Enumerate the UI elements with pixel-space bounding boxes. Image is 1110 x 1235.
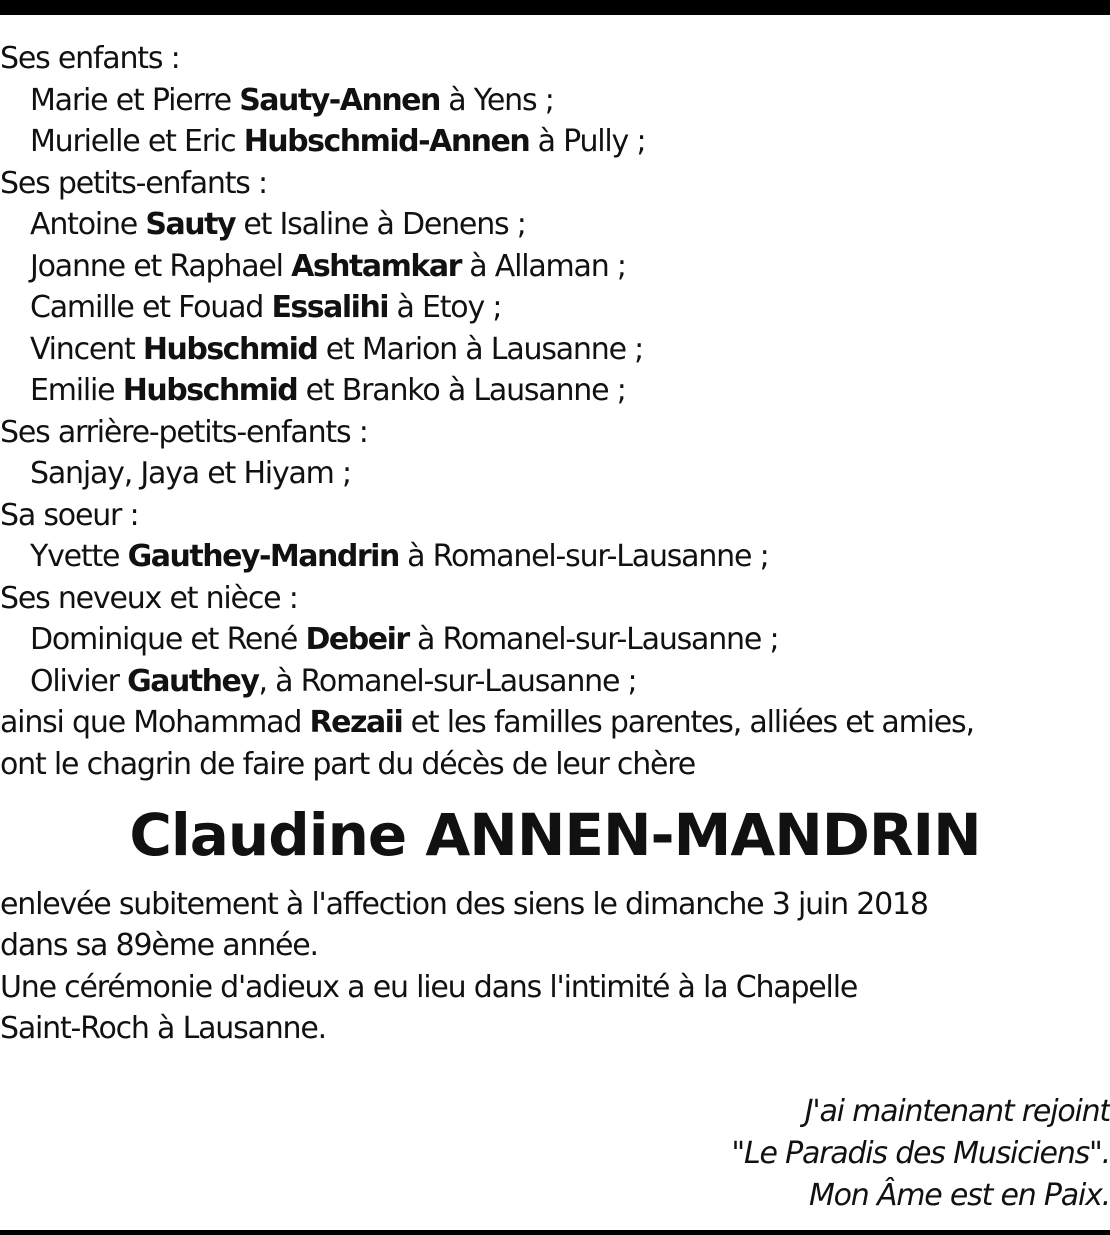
- announcement-line: Une cérémonie d'adieux a eu lieu dans l'intimité à la Chapelle: [0, 969, 858, 1005]
- line-text: à Etoy ;: [388, 290, 502, 325]
- line-text: Ses neveux et nièce :: [0, 580, 298, 616]
- line-text: Emilie: [30, 373, 123, 408]
- line-text: Antoine: [30, 207, 146, 242]
- line-text: à Yens ;: [439, 82, 554, 118]
- line-text: Marie et Pierre: [30, 82, 240, 118]
- family-surname: Rezaii: [309, 705, 403, 740]
- family-member-line: [0, 287, 1110, 329]
- family-member-line: [0, 536, 1110, 578]
- line-text: Sa soeur :: [0, 497, 139, 533]
- family-member-line: [0, 329, 1110, 371]
- quote-line: Mon Âme est en Paix.: [808, 1178, 1110, 1213]
- family-member-line: [0, 661, 1110, 703]
- line-text: Ses arrière-petits-enfants :: [0, 414, 368, 450]
- line-text: Ses enfants :: [0, 41, 180, 76]
- announcement-text: [0, 884, 1110, 1049]
- family-member-line: [0, 453, 1110, 495]
- family-member-line: [0, 80, 1110, 122]
- line-text: et Marion à Lausanne ;: [317, 331, 644, 367]
- family-group-heading: [0, 412, 1110, 454]
- line-text: Camille et Fouad: [30, 290, 272, 325]
- family-member-line: [0, 619, 1110, 661]
- line-text: Olivier: [30, 663, 128, 699]
- top-rule: [0, 0, 1110, 15]
- family-surname: Ashtamkar: [291, 248, 461, 284]
- family-surname: Hubschmid: [122, 373, 298, 408]
- deceased-name: Claudine ANNEN-MANDRIN: [129, 801, 981, 869]
- line-text: Murielle et Eric: [30, 124, 244, 159]
- family-surname: Hubschmid: [142, 331, 318, 367]
- family-member-line: [0, 204, 1110, 246]
- family-member-line: [0, 246, 1110, 288]
- line-text: Vincent: [30, 331, 143, 367]
- family-list: [0, 38, 1110, 785]
- line-text: Yvette: [30, 539, 128, 574]
- quote-line: J'ai maintenant rejoint: [804, 1094, 1110, 1129]
- line-text: Ses petits-enfants :: [0, 165, 267, 201]
- closing-quote: [0, 1091, 1110, 1217]
- bottom-rule: [0, 1230, 1110, 1235]
- line-text: à Romanel-sur-Lausanne ;: [398, 539, 769, 574]
- family-group-heading: [0, 702, 1110, 744]
- family-surname: Gauthey: [127, 663, 259, 699]
- family-surname: Sauty: [145, 207, 236, 242]
- quote-line: "Le Paradis des Musiciens".: [731, 1136, 1110, 1171]
- line-text: à Allaman ;: [460, 248, 626, 284]
- line-text: à Romanel-sur-Lausanne ;: [408, 622, 779, 657]
- line-text: et Branko à Lausanne ;: [297, 373, 626, 408]
- family-group-heading: [0, 38, 1110, 80]
- family-group-heading: [0, 744, 1110, 786]
- announcement-line: dans sa 89ème année.: [0, 928, 318, 964]
- family-member-line: [0, 370, 1110, 412]
- family-surname: Debeir: [305, 622, 409, 657]
- family-group-heading: [0, 163, 1110, 205]
- family-surname: Sauty-Annen: [239, 82, 440, 118]
- line-text: , à Romanel-sur-Lausanne ;: [258, 663, 637, 699]
- family-surname: Hubschmid-Annen: [243, 124, 530, 159]
- line-text: et Isaline à Denens ;: [235, 207, 526, 242]
- line-text: et les familles parentes, alliées et amies,: [402, 705, 974, 740]
- line-text: Dominique et René: [30, 622, 306, 657]
- family-group-heading: [0, 578, 1110, 620]
- line-text: à Pully ;: [529, 124, 646, 159]
- announcement-line: Saint-Roch à Lausanne.: [0, 1010, 326, 1046]
- line-text: Joanne et Raphael: [30, 248, 292, 284]
- line-text: ont le chagrin de faire part du décès de leur chère: [0, 746, 696, 782]
- family-surname: Gauthey-Mandrin: [127, 539, 399, 574]
- family-surname: Essalihi: [271, 290, 389, 325]
- family-group-heading: [0, 495, 1110, 537]
- announcement-line: enlevée subitement à l'affection des siens le dimanche 3 juin 2018: [0, 887, 928, 922]
- line-text: ainsi que Mohammad: [0, 705, 310, 740]
- line-text: Sanjay, Jaya et Hiyam ;: [30, 456, 351, 491]
- family-member-line: [0, 121, 1110, 163]
